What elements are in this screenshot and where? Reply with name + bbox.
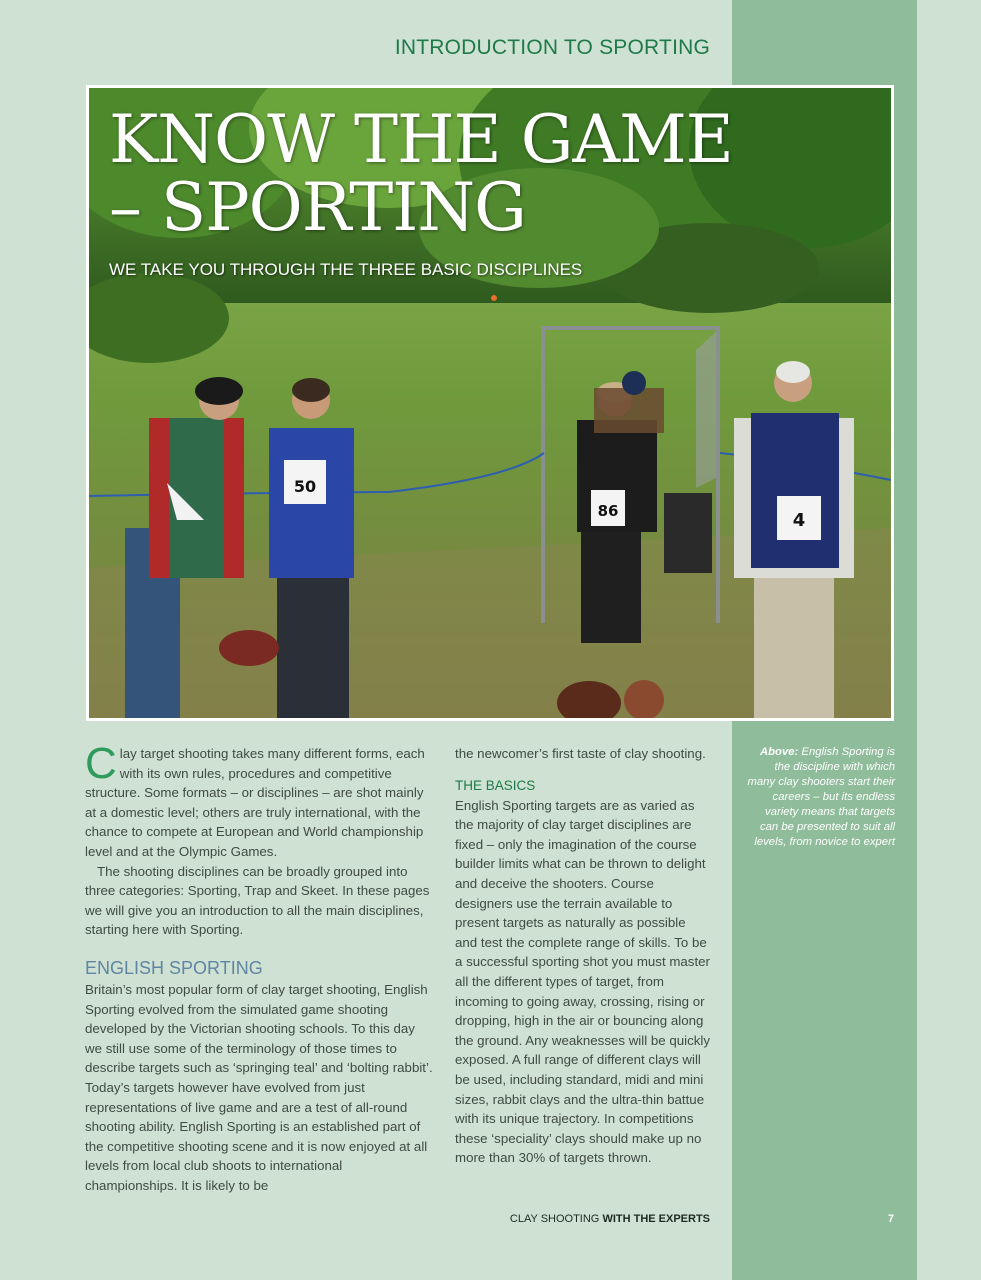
intro-paragraph: Clay target shooting takes many different forms, each with its own rules, procedures and competitive structure. Some formats – or disciplines – are shot mainly at a domestic level; others are truly international, with the chance to compete at European and World championship level and at the Olympic Games. (85, 739, 425, 859)
the-basics-paragraph: English Sporting targets are as varied as the majority of clay target disciplines are fixed – only the imagination of the course builder limits what can be thrown to delight and deceive the shooters. Course designers use the terrain available to present targets as naturally as possible and test the complete range of skills. To be a successful sporting shot you must master all the different types of target, from incoming to going away, crossing, rising or dropping, high in the air or bouncing along the ground. Any weaknesses will be quickly exposed. A full range of different clays will be used, including standard, midi and mini sizes, rabbit clays and the ultra-thin battue with its unique trajectory. In competitions these ‘speciality’ clays should make up no more than 30% of targets thrown. (455, 797, 710, 1166)
drop-cap: C (85, 739, 117, 788)
english-sporting-paragraph: Britain’s most popular form of clay target shooting, English Sporting evolved from the simulated game shooting developed by the Victorian shooting schools. To this day we still use some of the terminology of those times to describe targets such as ‘springing teal’ and ‘bolting rabbit’. Today’s targets however have evolved from just representations of live game and are a test of all-round shooting ability. English Sporting is an established part of the competitive shooting scene and it is now enjoyed at all levels from local club shoots to international championships. It is likely to be (85, 981, 433, 1193)
bib-number-4: 4 (792, 510, 806, 531)
publication-footer: CLAY SHOOTING WITH THE EXPERTS (509, 1213, 710, 1225)
standfirst: WE TAKE YOU THROUGH THE THREE BASIC DISCIPLINES (109, 260, 583, 279)
article-column-2 (455, 744, 710, 1168)
page-number: 7 (887, 1213, 894, 1225)
section-label: INTRODUCTION TO SPORTING (394, 36, 710, 59)
article-column-1 (85, 739, 435, 1195)
the-basics-heading: THE BASICS (455, 777, 536, 793)
bib-number-86: 86 (597, 502, 619, 520)
english-sporting-heading: ENGLISH SPORTING (85, 957, 263, 978)
intro-paragraph-2: The shooting disciplines can be broadly grouped into three categories: Sporting, Trap and Skeet. In these pages we will give you an introduction to all the main disciplines, starting here with Sporting. (85, 863, 430, 938)
photo-caption: Above: English Sporting is the discipline with which many clay shooters start their careers – but its endless variety means that targets can be presented to suit all levels, from novice to expert (747, 746, 895, 848)
headline: KNOW THE GAME – SPORTING (109, 101, 733, 246)
hero-photo (86, 85, 894, 721)
bib-number-50: 50 (293, 477, 317, 496)
continuation-paragraph: the newcomer’s first taste of clay shooting. (455, 746, 706, 761)
